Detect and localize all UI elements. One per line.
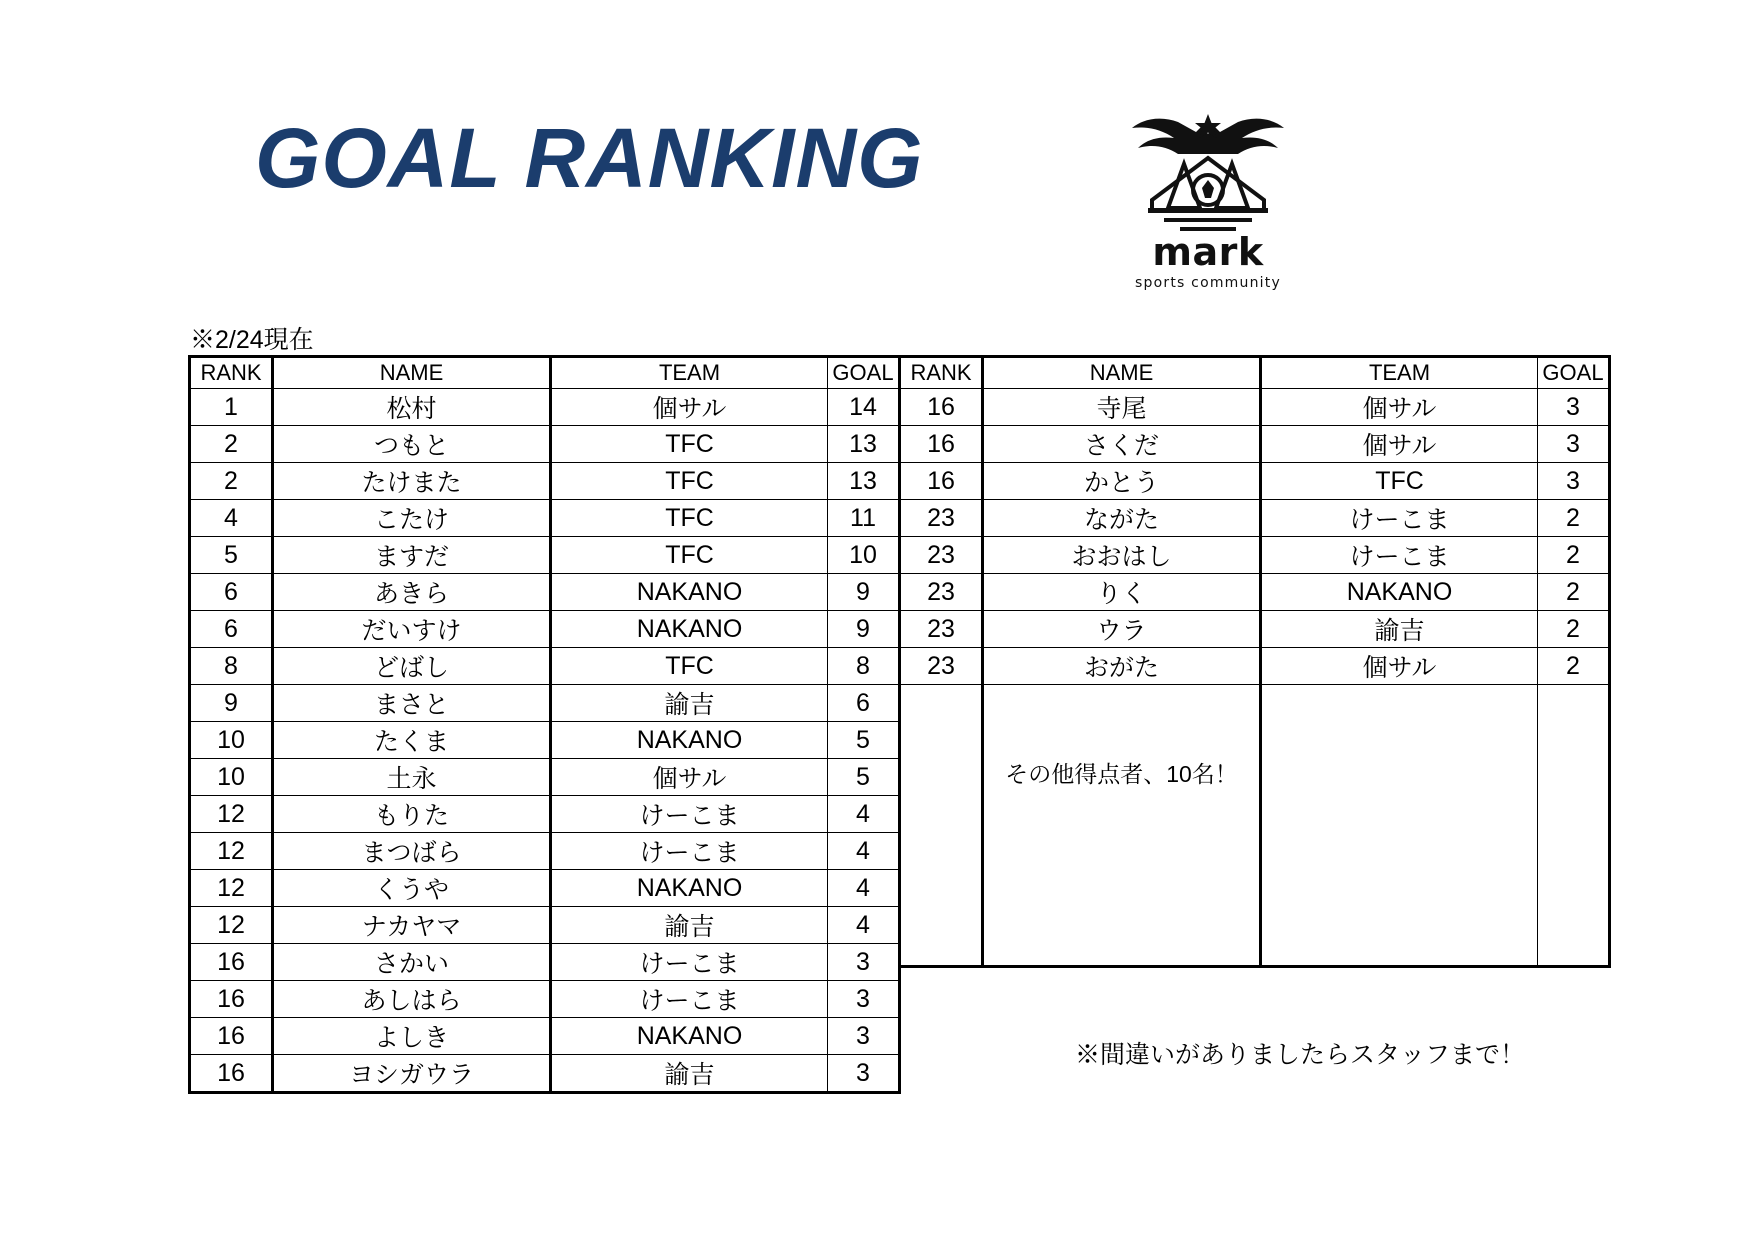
column-header-rank: RANK [190,357,273,389]
filler-cell [900,895,983,930]
filler-cell [900,755,983,790]
cell-name: こたけ [273,500,551,537]
filler-cell [1538,685,1610,721]
filler-cell [1538,930,1610,967]
filler-cell [1538,860,1610,895]
table-row [190,759,900,796]
cell-team: TFC [551,537,828,574]
cell-goal: 14 [828,389,900,426]
cell-goal: 4 [828,796,900,833]
filler-cell [900,720,983,755]
table-row [900,426,1610,463]
cell-goal: 13 [828,426,900,463]
cell-rank: 12 [190,833,273,870]
cell-goal: 4 [828,870,900,907]
cell-rank: 16 [190,944,273,981]
cell-rank: 16 [900,389,983,426]
cell-rank: 6 [190,574,273,611]
cell-team: TFC [551,500,828,537]
logo-wordmark: mark [1152,230,1264,274]
table-filler-row [900,720,1610,755]
column-header-goal: GOAL [828,357,900,389]
cell-name: もりた [273,796,551,833]
cell-rank: 2 [190,426,273,463]
cell-goal: 2 [1538,648,1610,685]
table-filler-row [900,685,1610,721]
filler-cell [900,790,983,825]
filler-cell [900,685,983,721]
filler-cell [1261,755,1538,790]
cell-name: よしき [273,1018,551,1055]
cell-rank: 12 [190,870,273,907]
cell-goal: 2 [1538,537,1610,574]
cell-goal: 3 [828,1055,900,1093]
cell-rank: 16 [190,1055,273,1093]
table-row [190,574,900,611]
table-row [900,648,1610,685]
cell-rank: 5 [190,537,273,574]
cell-rank: 16 [190,981,273,1018]
cell-goal: 8 [828,648,900,685]
cell-name: だいすけ [273,611,551,648]
column-header-name: NAME [983,357,1261,389]
filler-cell [1261,685,1538,721]
cell-goal: 3 [828,944,900,981]
cell-goal: 10 [828,537,900,574]
table-row [190,389,900,426]
cell-rank: 23 [900,574,983,611]
cell-goal: 5 [828,759,900,796]
cell-rank: 1 [190,389,273,426]
cell-goal: 2 [1538,574,1610,611]
filler-cell [983,895,1261,930]
filler-cell [983,790,1261,825]
column-header-name: NAME [273,357,551,389]
table-row [190,1018,900,1055]
date-note: ※2/24現在 [190,326,314,354]
filler-cell [1261,825,1538,860]
cell-team: 個サル [1261,426,1538,463]
table-filler-row [900,755,1610,790]
cell-rank: 16 [190,1018,273,1055]
filler-cell [983,720,1261,755]
mark-logo [1118,112,1298,302]
others-scorers-note: その他得点者、10名！ [1005,761,1238,787]
cell-goal: 4 [828,907,900,944]
cell-name: あきら [273,574,551,611]
column-header-goal: GOAL [1538,357,1610,389]
filler-cell [1261,895,1538,930]
filler-cell [1261,790,1538,825]
cell-team: NAKANO [551,611,828,648]
cell-team: TFC [551,463,828,500]
cell-goal: 13 [828,463,900,500]
cell-team: けーこま [551,796,828,833]
cell-name: 土永 [273,759,551,796]
cell-name: くうや [273,870,551,907]
filler-cell [1261,860,1538,895]
table-filler-row [900,790,1610,825]
cell-team: けーこま [1261,537,1538,574]
cell-name: あしはら [273,981,551,1018]
filler-cell [983,825,1261,860]
cell-team: 諭吉 [551,685,828,722]
cell-team: NAKANO [551,870,828,907]
cell-name: 松村 [273,389,551,426]
cell-rank: 23 [900,648,983,685]
cell-team: NAKANO [551,1018,828,1055]
logo-tagline: sports community [1135,275,1281,291]
cell-team: けーこま [551,981,828,1018]
cell-team: けーこま [551,833,828,870]
filler-cell [900,860,983,895]
filler-cell [900,930,983,967]
cell-name: ヨシガウラ [273,1055,551,1093]
table-row [190,981,900,1018]
table-filler-row [900,825,1610,860]
table-row [190,944,900,981]
cell-team: TFC [551,648,828,685]
cell-goal: 3 [828,981,900,1018]
table-row [190,796,900,833]
mark-logo-emblem [1118,112,1298,232]
cell-team: けーこま [1261,500,1538,537]
cell-name: さくだ [983,426,1261,463]
cell-rank: 16 [900,463,983,500]
cell-rank: 23 [900,500,983,537]
table-row [900,389,1610,426]
cell-team: NAKANO [1261,574,1538,611]
cell-name: ながた [983,500,1261,537]
cell-team: 個サル [1261,389,1538,426]
cell-name: ウラ [983,611,1261,648]
cell-team: 個サル [551,759,828,796]
cell-name: ますだ [273,537,551,574]
table-row [900,463,1610,500]
cell-rank: 10 [190,759,273,796]
filler-cell [1538,895,1610,930]
filler-cell [900,825,983,860]
filler-cell [983,860,1261,895]
table-row [900,500,1610,537]
filler-cell [983,930,1261,967]
cell-goal: 4 [828,833,900,870]
cell-team: TFC [551,426,828,463]
table-row [190,870,900,907]
cell-goal: 3 [1538,389,1610,426]
column-header-team: TEAM [1261,357,1538,389]
table-row [190,537,900,574]
table-header-row [900,357,1610,389]
cell-name: たくま [273,722,551,759]
cell-team: 諭吉 [551,1055,828,1093]
cell-rank: 16 [900,426,983,463]
cell-goal: 11 [828,500,900,537]
cell-goal: 3 [1538,463,1610,500]
cell-name: つもと [273,426,551,463]
page-title: GOAL RANKING [255,111,924,205]
filler-cell [1261,930,1538,967]
filler-cell [983,755,1261,790]
table-row [900,537,1610,574]
table-filler-row [900,895,1610,930]
cell-goal: 9 [828,611,900,648]
cell-team: けーこま [551,944,828,981]
table-filler-row [900,930,1610,967]
cell-team: 個サル [551,389,828,426]
cell-name: 寺尾 [983,389,1261,426]
filler-cell [1538,755,1610,790]
cell-rank: 23 [900,611,983,648]
cell-rank: 9 [190,685,273,722]
table-row [190,500,900,537]
table-row [190,685,900,722]
cell-rank: 12 [190,796,273,833]
cell-name: おがた [983,648,1261,685]
cell-name: まつばら [273,833,551,870]
cell-rank: 6 [190,611,273,648]
cell-rank: 10 [190,722,273,759]
table-header-row [190,357,900,389]
cell-rank: 2 [190,463,273,500]
goal-ranking-table-right [898,355,1611,968]
cell-name: おおはし [983,537,1261,574]
cell-team: NAKANO [551,574,828,611]
table-row [190,722,900,759]
table-row [190,611,900,648]
filler-cell [1538,825,1610,860]
cell-rank: 8 [190,648,273,685]
filler-cell [1538,790,1610,825]
table-row [190,648,900,685]
cell-goal: 6 [828,685,900,722]
cell-team: 諭吉 [551,907,828,944]
table-row [190,426,900,463]
table-row [190,833,900,870]
cell-goal: 9 [828,574,900,611]
table-row [190,463,900,500]
cell-name: たけまた [273,463,551,500]
cell-goal: 3 [1538,426,1610,463]
cell-name: まさと [273,685,551,722]
column-header-rank: RANK [900,357,983,389]
filler-cell [1538,720,1610,755]
cell-name: どばし [273,648,551,685]
filler-cell [1261,720,1538,755]
table-row [900,611,1610,648]
table-filler-row [900,860,1610,895]
cell-team: NAKANO [551,722,828,759]
cell-name: かとう [983,463,1261,500]
goal-ranking-table-left [188,355,901,1094]
filler-cell [983,685,1261,721]
cell-name: りく [983,574,1261,611]
cell-goal: 3 [828,1018,900,1055]
table-row [190,1055,900,1093]
cell-rank: 23 [900,537,983,574]
cell-name: さかい [273,944,551,981]
cell-rank: 4 [190,500,273,537]
table-row [190,907,900,944]
cell-rank: 12 [190,907,273,944]
cell-team: 個サル [1261,648,1538,685]
table-row [900,574,1610,611]
cell-goal: 5 [828,722,900,759]
cell-team: TFC [1261,463,1538,500]
cell-name: ナカヤマ [273,907,551,944]
cell-goal: 2 [1538,500,1610,537]
column-header-team: TEAM [551,357,828,389]
cell-team: 諭吉 [1261,611,1538,648]
cell-goal: 2 [1538,611,1610,648]
footer-note: ※間違いがありましたらスタッフまで！ [1075,1041,1526,1069]
